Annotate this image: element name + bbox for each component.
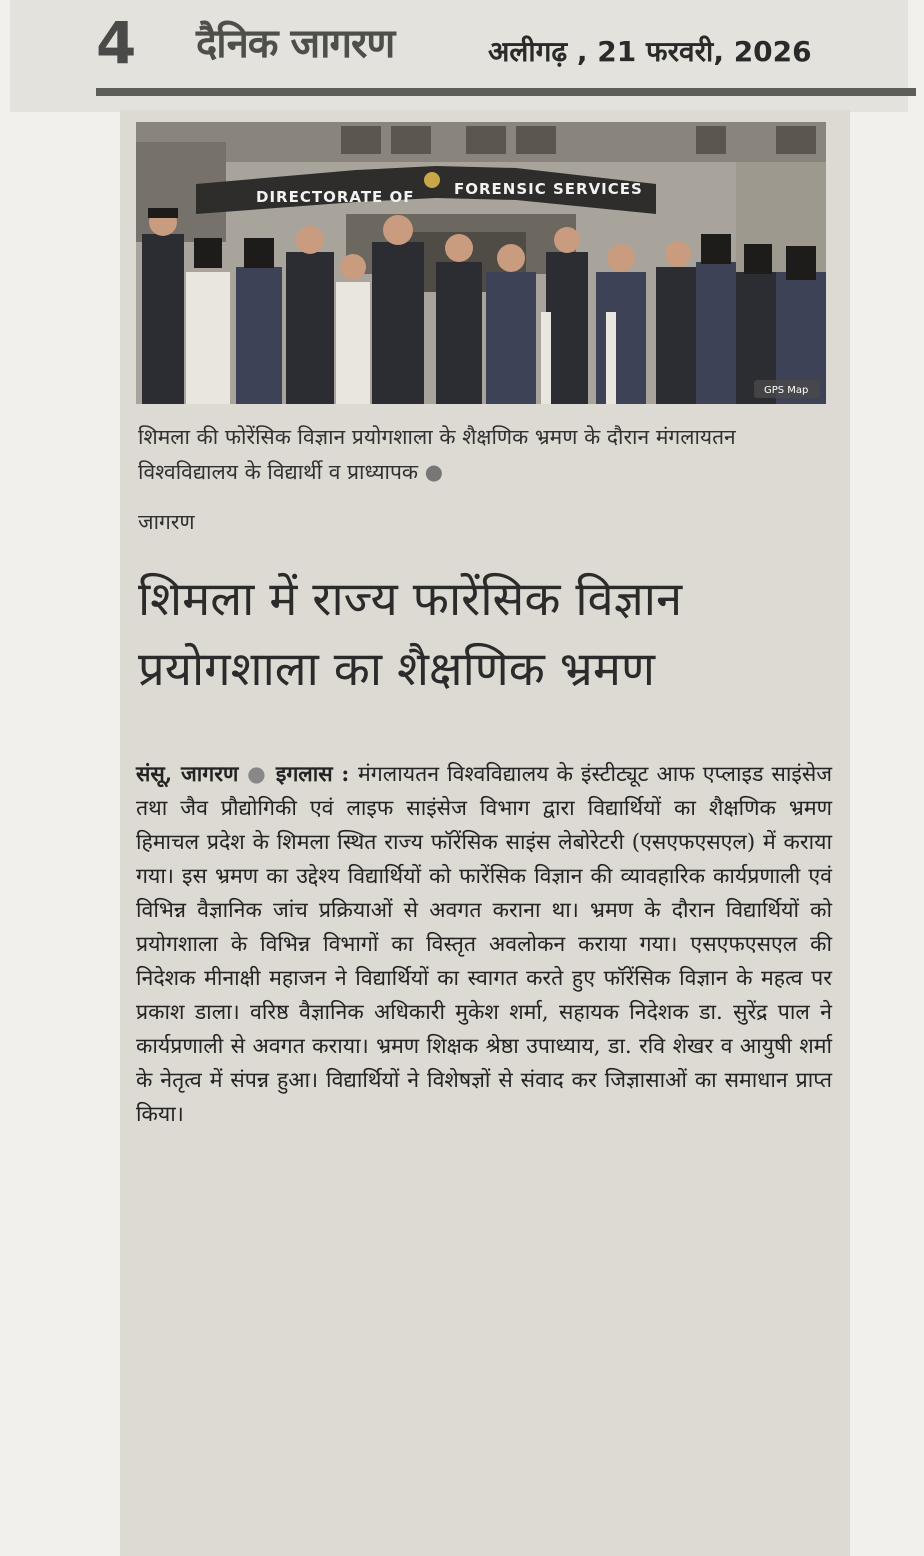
- newspaper-name: दैनिक जागरण: [196, 21, 395, 67]
- byline-bullet: ●: [247, 762, 268, 787]
- article-body: [136, 758, 832, 1132]
- photo-credit: जागरण: [138, 510, 195, 534]
- article-headline: शिमला में राज्य फारेंसिक विज्ञान प्रयोगशाला का शैक्षणिक भ्रमण: [138, 572, 683, 697]
- caption-bullet: ●: [424, 460, 444, 484]
- page-number: 4: [96, 9, 137, 77]
- building-sign-right: FORENSIC SERVICES: [454, 180, 643, 198]
- dateline: इगलास :: [275, 762, 350, 787]
- emblem-icon: [424, 172, 440, 188]
- photo-caption: [138, 420, 828, 490]
- article-text: मंगलायतन विश्वविद्यालय के इंस्टीट्यूट आफ एप्लाइड साइंसेज तथा जैव प्रौद्योगिकी एवं लाइफ साइंसेज विभाग द्वारा विद्यार्थियों का शैक्षणिक भ्रमण हिमाचल प्रदेश के शिमला स्थित राज्य फॉरेंसिक साइंस लेबोरेटरी (एसएफएसएल) में कराया गया। इस भ्रमण का उद्देश्य विद्यार्थियों को फारेंसिक विज्ञान की व्यावहारिक कार्यप्रणाली एवं विभिन्न वैज्ञानिक जांच प्रक्रियाओं से अवगत कराना था। भ्रमण के दौरान विद्यार्थियों को प्रयोगशाला के विभिन्न विभागों का विस्तृत अवलोकन कराया गया। एसएफएसएल की निदेशक मीनाक्षी महाजन ने विद्यार्थियों का स्वागत करते हुए फॉरेंसिक विज्ञान के महत्व पर प्रकाश डाला। वरिष्ठ वैज्ञानिक अधिकारी मुकेश शर्मा, सहायक निदेशक डा. सुरेंद्र पाल ने कार्यप्रणाली से अवगत कराया। भ्रमण शिक्षक श्रेष्ठा उपाध्याय, डा. रवि शेखर व आयुषी शर्मा के नेतृत्व में संपन्न हुआ। विद्यार्थियों ने विशेषज्ञों से संवाद कर जिज्ञासाओं का समाधान प्राप्त किया।: [136, 762, 833, 1127]
- byline: [136, 762, 358, 787]
- news-clipping: [120, 110, 850, 1556]
- caption-text: शिमला की फोरेंसिक विज्ञान प्रयोगशाला के शैक्षणिक भ्रमण के दौरान मंगलायतन विश्वविद्यालय के विद्यार्थी व प्राध्यापक: [138, 425, 736, 484]
- group-photo: [136, 122, 826, 404]
- masthead: [10, 0, 908, 112]
- photo-watermark: GPS Map: [764, 385, 809, 396]
- byline-text: संसू, जागरण: [136, 762, 239, 787]
- building-sign-left: DIRECTORATE OF: [256, 188, 415, 206]
- masthead-rule: [96, 88, 916, 96]
- edition-date: अलीगढ़ , 21 फरवरी, 2026: [488, 35, 812, 68]
